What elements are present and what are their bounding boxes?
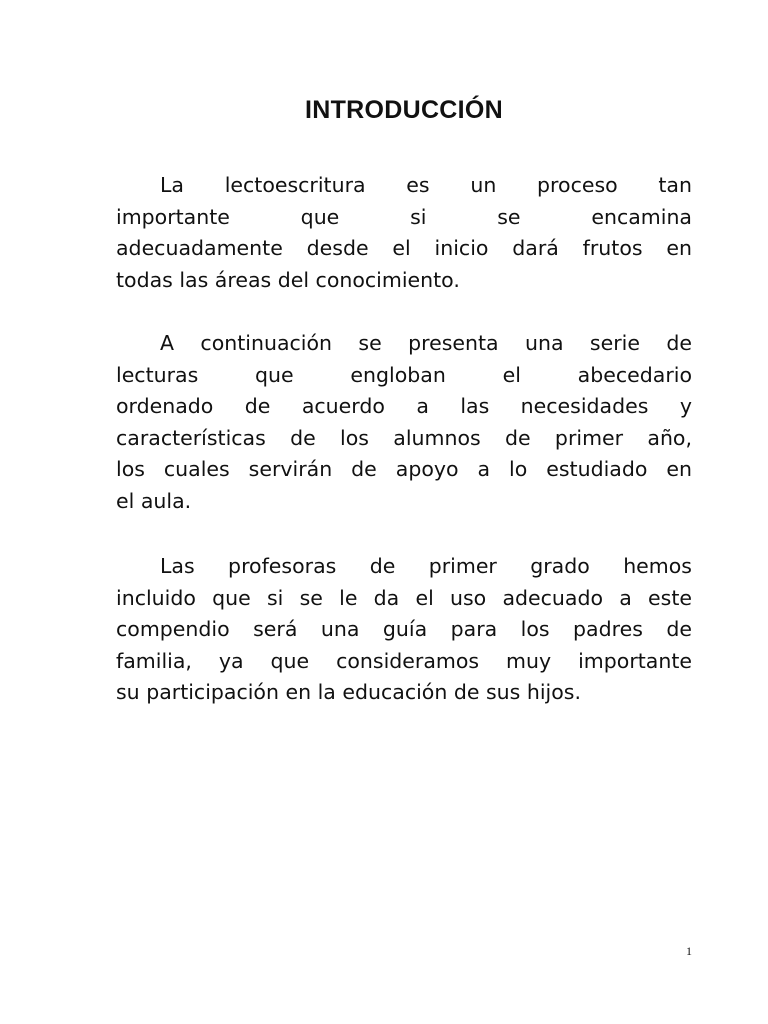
text-line: todas las áreas del conocimiento. [116, 267, 460, 292]
text-line: su participación en la educación de sus hijos. [116, 680, 581, 704]
text-line: A continuación se presenta una serie de [160, 331, 692, 355]
text-line: características de los alumnos de primer año, [116, 425, 692, 450]
page-number: 1 [686, 944, 692, 958]
text-line: familia, ya que consideramos muy importante [116, 648, 692, 673]
text-line: el aula. [116, 488, 192, 513]
paragraph-2 [116, 328, 692, 517]
text-line: Las profesoras de primer grado hemos [160, 554, 692, 578]
paragraph-3 [116, 551, 692, 709]
text-line: incluido que si se le da el uso adecuado a este [116, 585, 692, 610]
text-line: La lectoescritura es un proceso tan [160, 173, 692, 197]
text-line: importante que si se encamina [116, 204, 692, 229]
page-title: INTRODUCCIÓN [304, 96, 504, 124]
paragraph-1 [116, 170, 692, 296]
text-line: lecturas que engloban el abecedario [116, 362, 692, 387]
text-line: compendio será una guía para los padres de [116, 617, 692, 641]
text-line: los cuales servirán de apoyo a lo estudiado en [116, 457, 692, 481]
text-line: ordenado de acuerdo a las necesidades y [116, 394, 692, 418]
text-line: adecuadamente desde el inicio dará frutos en [116, 236, 692, 260]
